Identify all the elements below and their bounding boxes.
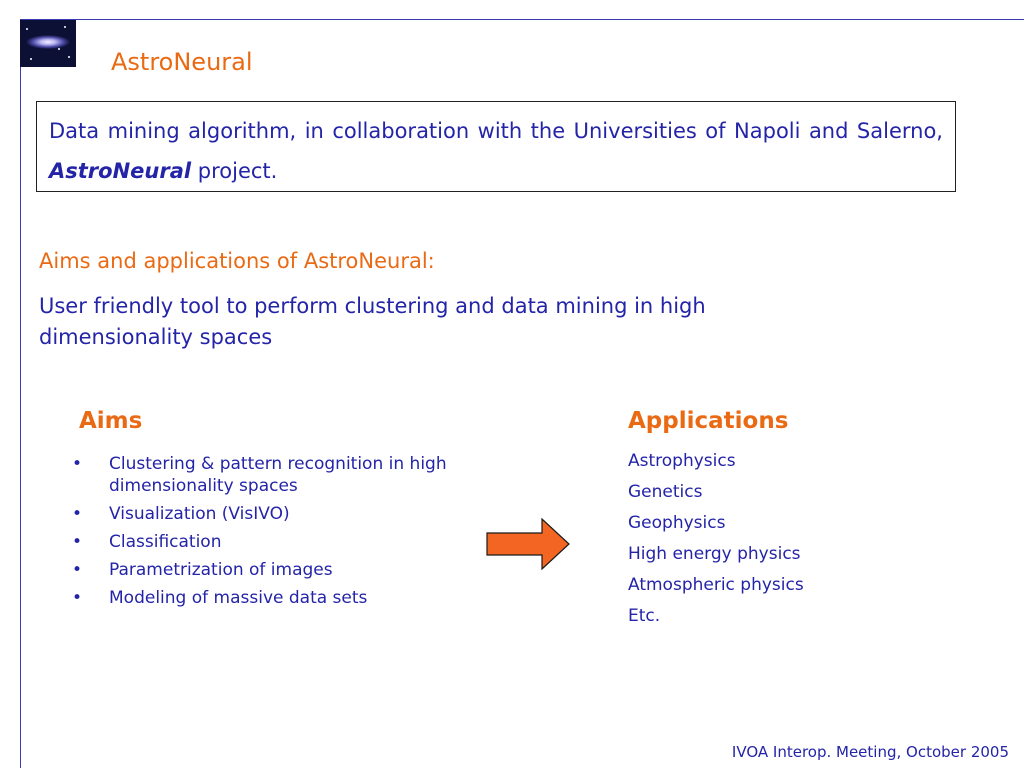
footer-text: IVOA Interop. Meeting, October 2005 [731,743,1009,761]
aims-title: Aims [79,408,143,434]
right-arrow-icon [486,518,570,570]
list-item [72,503,542,525]
intro-box [36,101,956,192]
list-item [72,587,542,609]
list-item: High energy physics [628,544,801,564]
list-item [72,531,542,553]
slide-title: AstroNeural [111,48,253,76]
aim-label: Modeling of massive data sets [109,588,368,608]
left-rule [20,19,21,768]
list-item: Astrophysics [628,451,736,471]
bullet-icon: • [72,504,83,524]
bullet-icon: • [72,532,83,552]
section-heading: Aims and applications of AstroNeural: [39,249,435,273]
aims-list [72,453,542,615]
bullet-icon: • [72,454,83,474]
aim-label: Parametrization of images [109,560,333,580]
list-item [72,559,542,581]
applications-title: Applications [628,408,789,434]
galaxy-logo [20,20,76,67]
section-description: User friendly tool to perform clustering and data mining in high dimensionality spaces [39,294,706,349]
aim-label: Clustering & pattern recognition in high dimensionality spaces [109,454,447,496]
aim-label: Classification [109,532,222,552]
list-item: Geophysics [628,513,726,533]
bullet-icon: • [72,588,83,608]
top-rule [20,19,1024,20]
list-item: Genetics [628,482,703,502]
applications-list [628,446,804,632]
bullet-icon: • [72,560,83,580]
list-item [72,453,542,497]
list-item: Atmospheric physics [628,575,804,595]
list-item: Etc. [628,606,661,626]
aim-label: Visualization (VisIVO) [109,504,290,524]
intro-text: Data mining algorithm, in collaboration with the Universities of Napoli and Salerno, [49,119,943,143]
intro-highlight: AstroNeural [49,159,192,183]
intro-text-end: project. [197,159,278,183]
